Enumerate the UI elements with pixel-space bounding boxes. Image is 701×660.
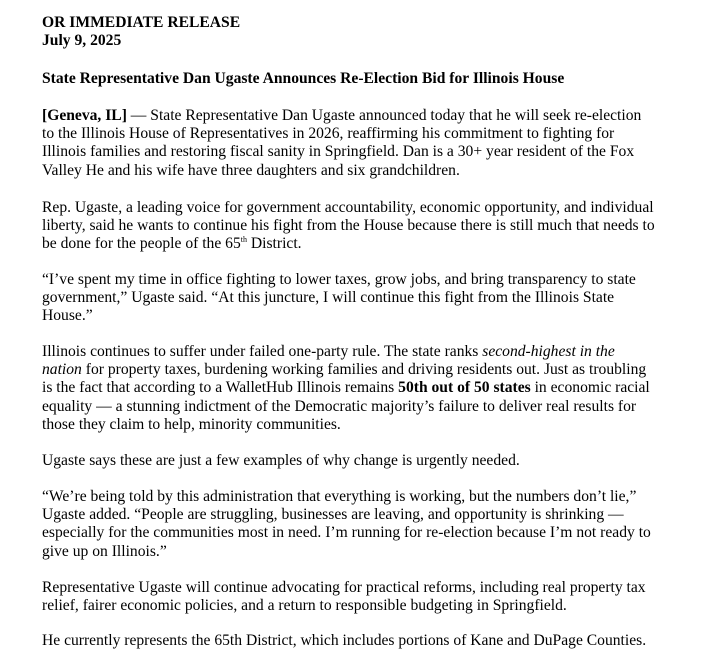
dateline-location: [Geneva, IL] [42, 107, 127, 124]
property-taxes-text-b: for property taxes, burdening working families and driving residents out. Just as troubling is the fact that according to a WalletHub Illinois remains [42, 361, 647, 397]
release-line: OR IMMEDIATE RELEASE [42, 14, 241, 31]
paragraph-intro [42, 107, 657, 180]
leading-voice-text-end: District. [247, 235, 302, 253]
paragraph-change-needed: Ugaste says these are just a few examples of why change is urgently needed. [42, 452, 520, 469]
page-title: State Representative Dan Ugaste Announces Re-Election Bid for Illinois House [42, 70, 565, 87]
release-date: July 9, 2025 [42, 32, 122, 50]
paragraph-quote-2: “We’re being told by this administration that everything is working, but the numbers don’t lie,” Ugaste added. “People are struggling, businesses are leaving, and opportunity is shrinking — especially for the communities most in need. I’m running for re-election because I’m not ready to give up on Illinois.” [42, 488, 651, 560]
paragraph-property-taxes [42, 343, 657, 434]
intro-text: — State Representative Dan Ugaste announced today that he will seek re-election to the Illinois House of Representatives in 2026, reaffirming his commitment to fighting for Illinois families and restoring fiscal sanity in Springfield. Dan is a 30+ year resident of the Fox Valley He and his wife have three daughters and six grandchildren. [42, 107, 642, 179]
press-release-document [42, 14, 662, 649]
paragraph-reforms: Representative Ugaste will continue advocating for practical reforms, including real property tax relief, fairer economic policies, and a return to responsible budgeting in Springfield. [42, 579, 646, 615]
paragraph-district: He currently represents the 65th District, which includes portions of Kane and DuPage Counties. [42, 632, 647, 649]
property-taxes-italic: second-highest in the nation [42, 343, 615, 379]
property-taxes-text-c: in economic racial equality — a stunning indictment of the Democratic majority’s failure to deliver real results for those they claim to help, minority communities. [42, 379, 650, 433]
ordinal-suffix: th [240, 235, 247, 245]
ranking-bold: 50th out of 50 states [398, 379, 531, 397]
leading-voice-text: Rep. Ugaste, a leading voice for government accountability, economic opportunity, and individual liberty, said he wants to continue his fight from the House because there is still much that needs to be done for the people of the 65 [42, 199, 655, 253]
property-taxes-text-a: Illinois continues to suffer under failed one-party rule. The state ranks [42, 343, 483, 360]
paragraph-quote-1: “I’ve spent my time in office fighting to lower taxes, grow jobs, and bring transparency to state government,” Ugaste said. “At this juncture, I will continue this fight from the Illinois State House.” [42, 271, 636, 325]
paragraph-leading-voice [42, 199, 657, 254]
